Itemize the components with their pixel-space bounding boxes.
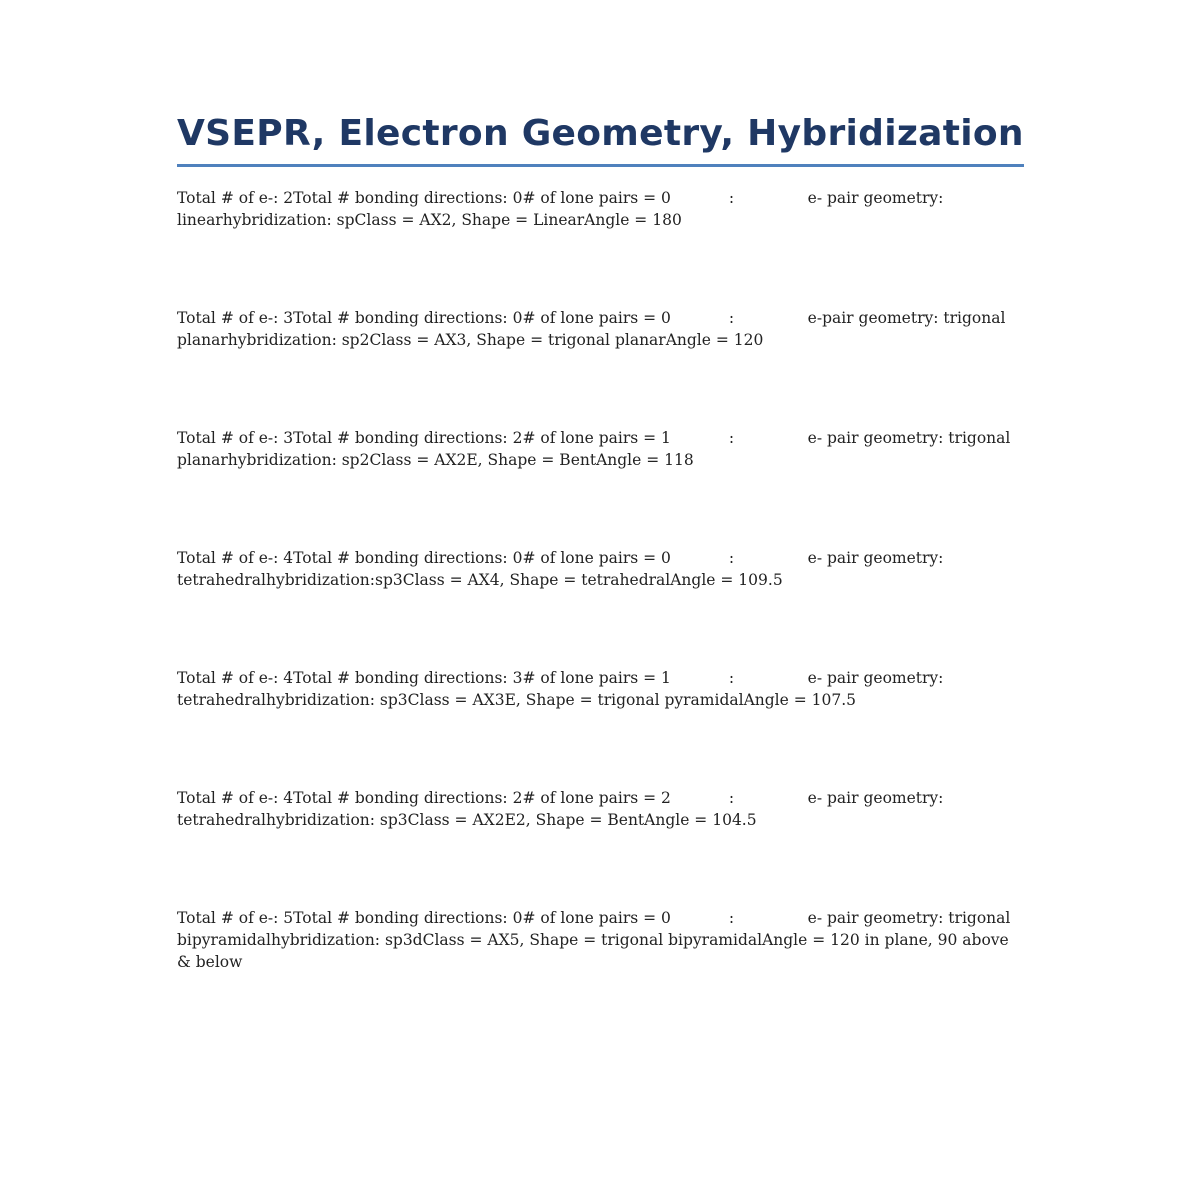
document-page	[177, 110, 1024, 973]
vsepr-entry-ax4	[177, 547, 1024, 591]
entry-line-1: Total # of e-: 3Total # bonding directions: 0# of lone pairs = 0 : e-pair	[177, 309, 854, 327]
entry-line-1: Total # of e-: 4Total # bonding directions: 0# of lone pairs = 0 : e- pair	[177, 549, 859, 567]
entry-line-2: geometry: trigonal planarhybridization: sp2Class = AX3, Shape = trigonal planarAngle = 120	[177, 309, 1011, 349]
entry-line-2: geometry: trigonal bipyramidalhybridization: sp3dClass = AX5, Shape = trigonal bipyramidalAngle = 120 in plane, 90 above & below	[177, 909, 1016, 971]
vsepr-entry-ax2	[177, 187, 1024, 231]
entry-line-1: Total # of e-: 2Total # bonding directions: 0# of lone pairs = 0 : e- pair	[177, 189, 859, 207]
vsepr-entry-ax5	[177, 907, 1024, 973]
entry-line-1: Total # of e-: 5Total # bonding directions: 0# of lone pairs = 0 : e- pair	[177, 909, 859, 927]
entry-line-1: Total # of e-: 4Total # bonding directions: 2# of lone pairs = 2 : e- pair	[177, 789, 859, 807]
entry-line-2: geometry: linearhybridization: spClass = AX2, Shape = LinearAngle = 180	[177, 189, 949, 229]
entry-line-2: geometry: tetrahedralhybridization:sp3Class = AX4, Shape = tetrahedralAngle = 109.5	[177, 549, 949, 589]
vsepr-entry-ax2e	[177, 427, 1024, 471]
vsepr-entry-ax3e	[177, 667, 1024, 711]
vsepr-entry-ax3	[177, 307, 1024, 351]
entry-line-2: geometry: tetrahedralhybridization: sp3Class = AX2E2, Shape = BentAngle = 104.5	[177, 789, 949, 829]
vsepr-entry-ax2e2	[177, 787, 1024, 831]
entry-line-2: geometry: tetrahedralhybridization: sp3Class = AX3E, Shape = trigonal pyramidalAngle = 107.5	[177, 669, 949, 709]
entry-line-1: Total # of e-: 3Total # bonding directions: 2# of lone pairs = 1 : e- pair	[177, 429, 859, 447]
vsepr-entries	[177, 187, 1024, 973]
entry-line-1: Total # of e-: 4Total # bonding directions: 3# of lone pairs = 1 : e- pair	[177, 669, 859, 687]
document-title: VSEPR, Electron Geometry, Hybridization	[177, 110, 1024, 167]
entry-line-2: geometry: trigonal planarhybridization: sp2Class = AX2E, Shape = BentAngle = 118	[177, 429, 1016, 469]
